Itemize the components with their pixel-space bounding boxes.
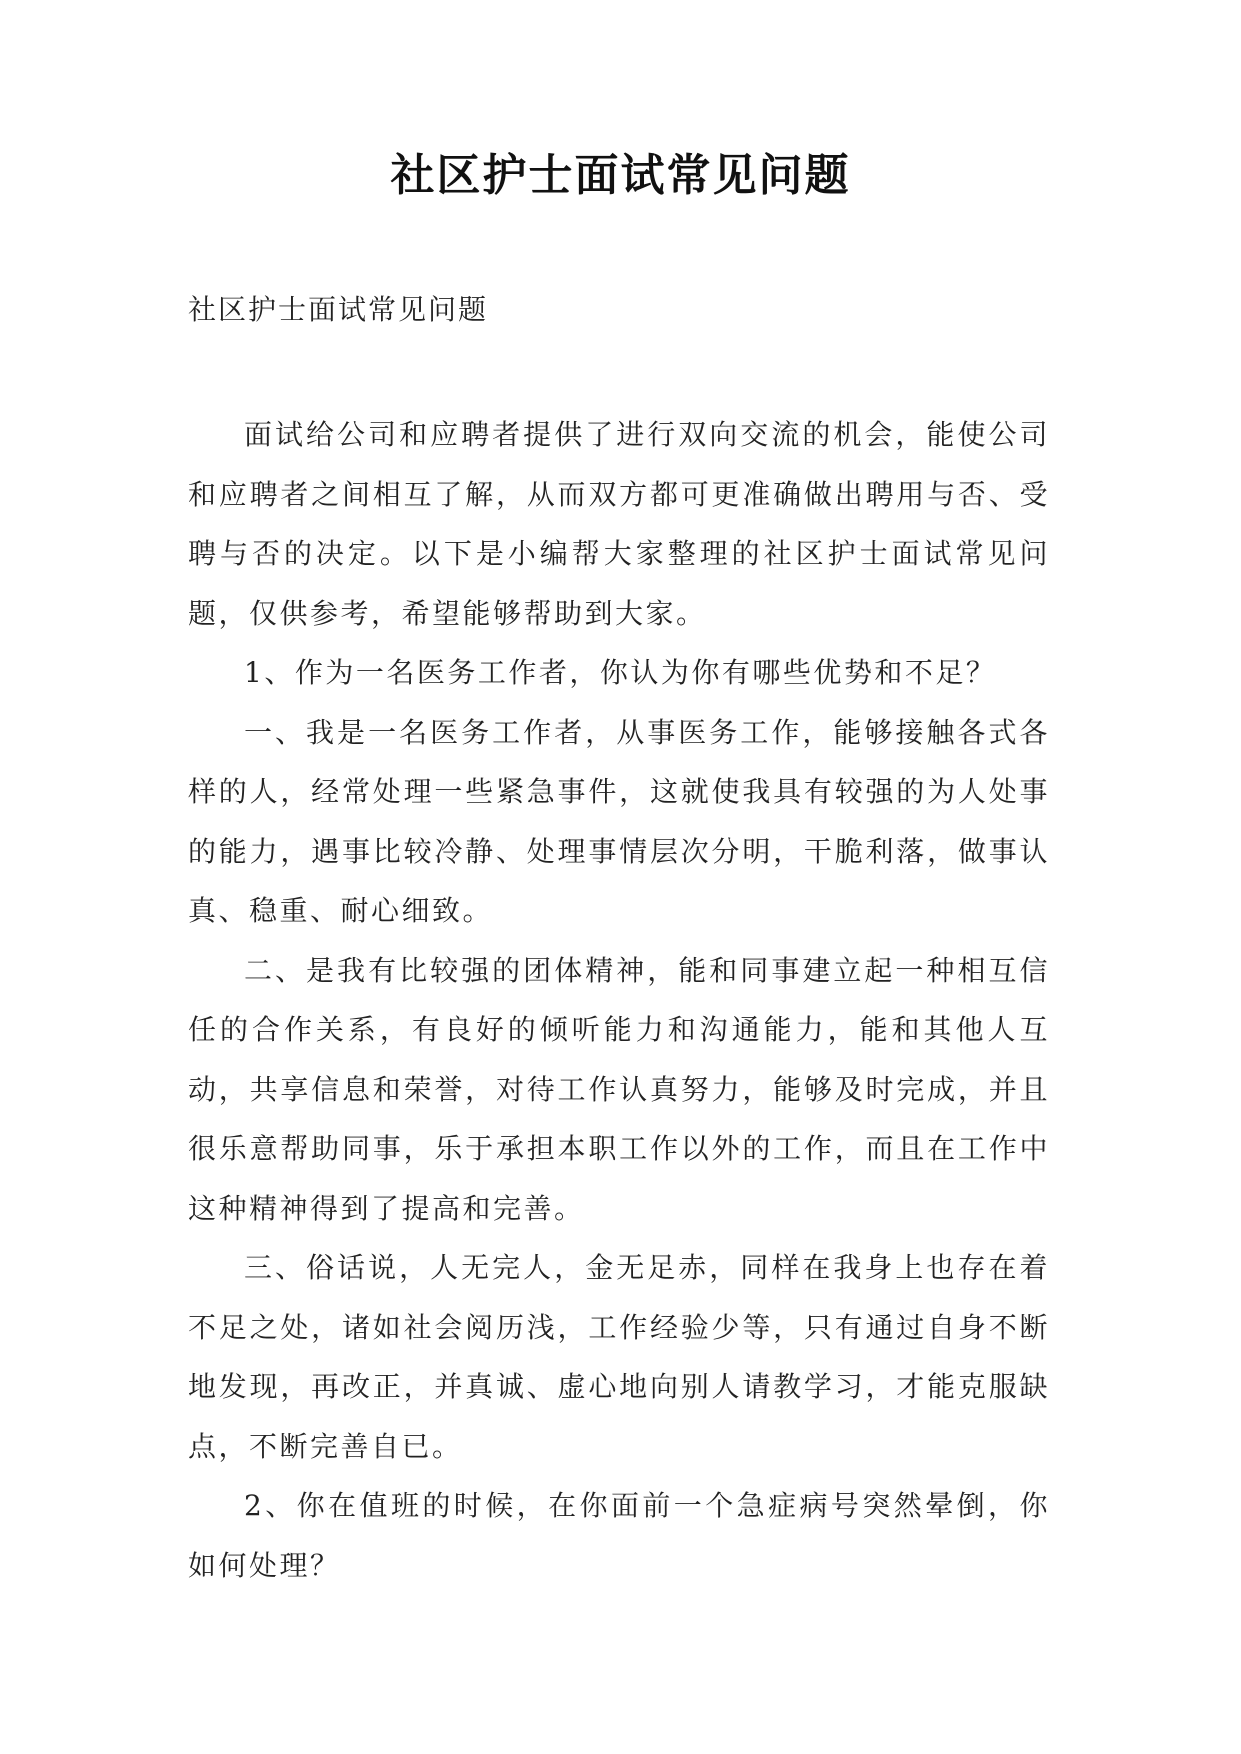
paragraph-answer-1-part-2: 二、是我有比较强的团体精神，能和同事建立起一种相互信任的合作关系，有良好的倾听能力和沟通能力，能和其他人互动，共享信息和荣誉，对待工作认真努力，能够及时完成，并且很乐意帮助同事，乐于承担本职工作以外的工作，而且在工作中这种精神得到了提高和完善。	[188, 953, 1050, 1225]
paragraph-question-1: 1、作为一名医务工作者，你认为你有哪些优势和不足？	[244, 656, 997, 689]
paragraph-question-2: 2、你在值班的时候，在你面前一个急症病号突然晕倒，你如何处理？	[188, 1489, 1050, 1582]
document-subtitle: 社区护士面试常见问题	[188, 293, 489, 326]
document-title: 社区护士面试常见问题	[390, 150, 851, 201]
document-body	[188, 405, 1050, 1595]
paragraph-answer-1-part-3: 三、俗话说，人无完人，金无足赤，同样在我身上也存在着不足之处，诸如社会阅历浅，工作经验少等，只有通过自身不断地发现，再改正，并真诚、虚心地向别人请教学习，才能克服缺点，不断完善自已。	[188, 1251, 1050, 1463]
paragraph-answer-1-part-1: 一、我是一名医务工作者，从事医务工作，能够接触各式各样的人，经常处理一些紧急事件，这就使我具有较强的为人处事的能力，遇事比较冷静、处理事情层次分明，干脆利落，做事认真、稳重、耐心细致。	[188, 715, 1050, 927]
paragraph-intro: 面试给公司和应聘者提供了进行双向交流的机会，能使公司和应聘者之间相互了解，从而双方都可更准确做出聘用与否、受聘与否的决定。以下是小编帮大家整理的社区护士面试常见问题，仅供参考，希望能够帮助到大家。	[188, 418, 1050, 630]
